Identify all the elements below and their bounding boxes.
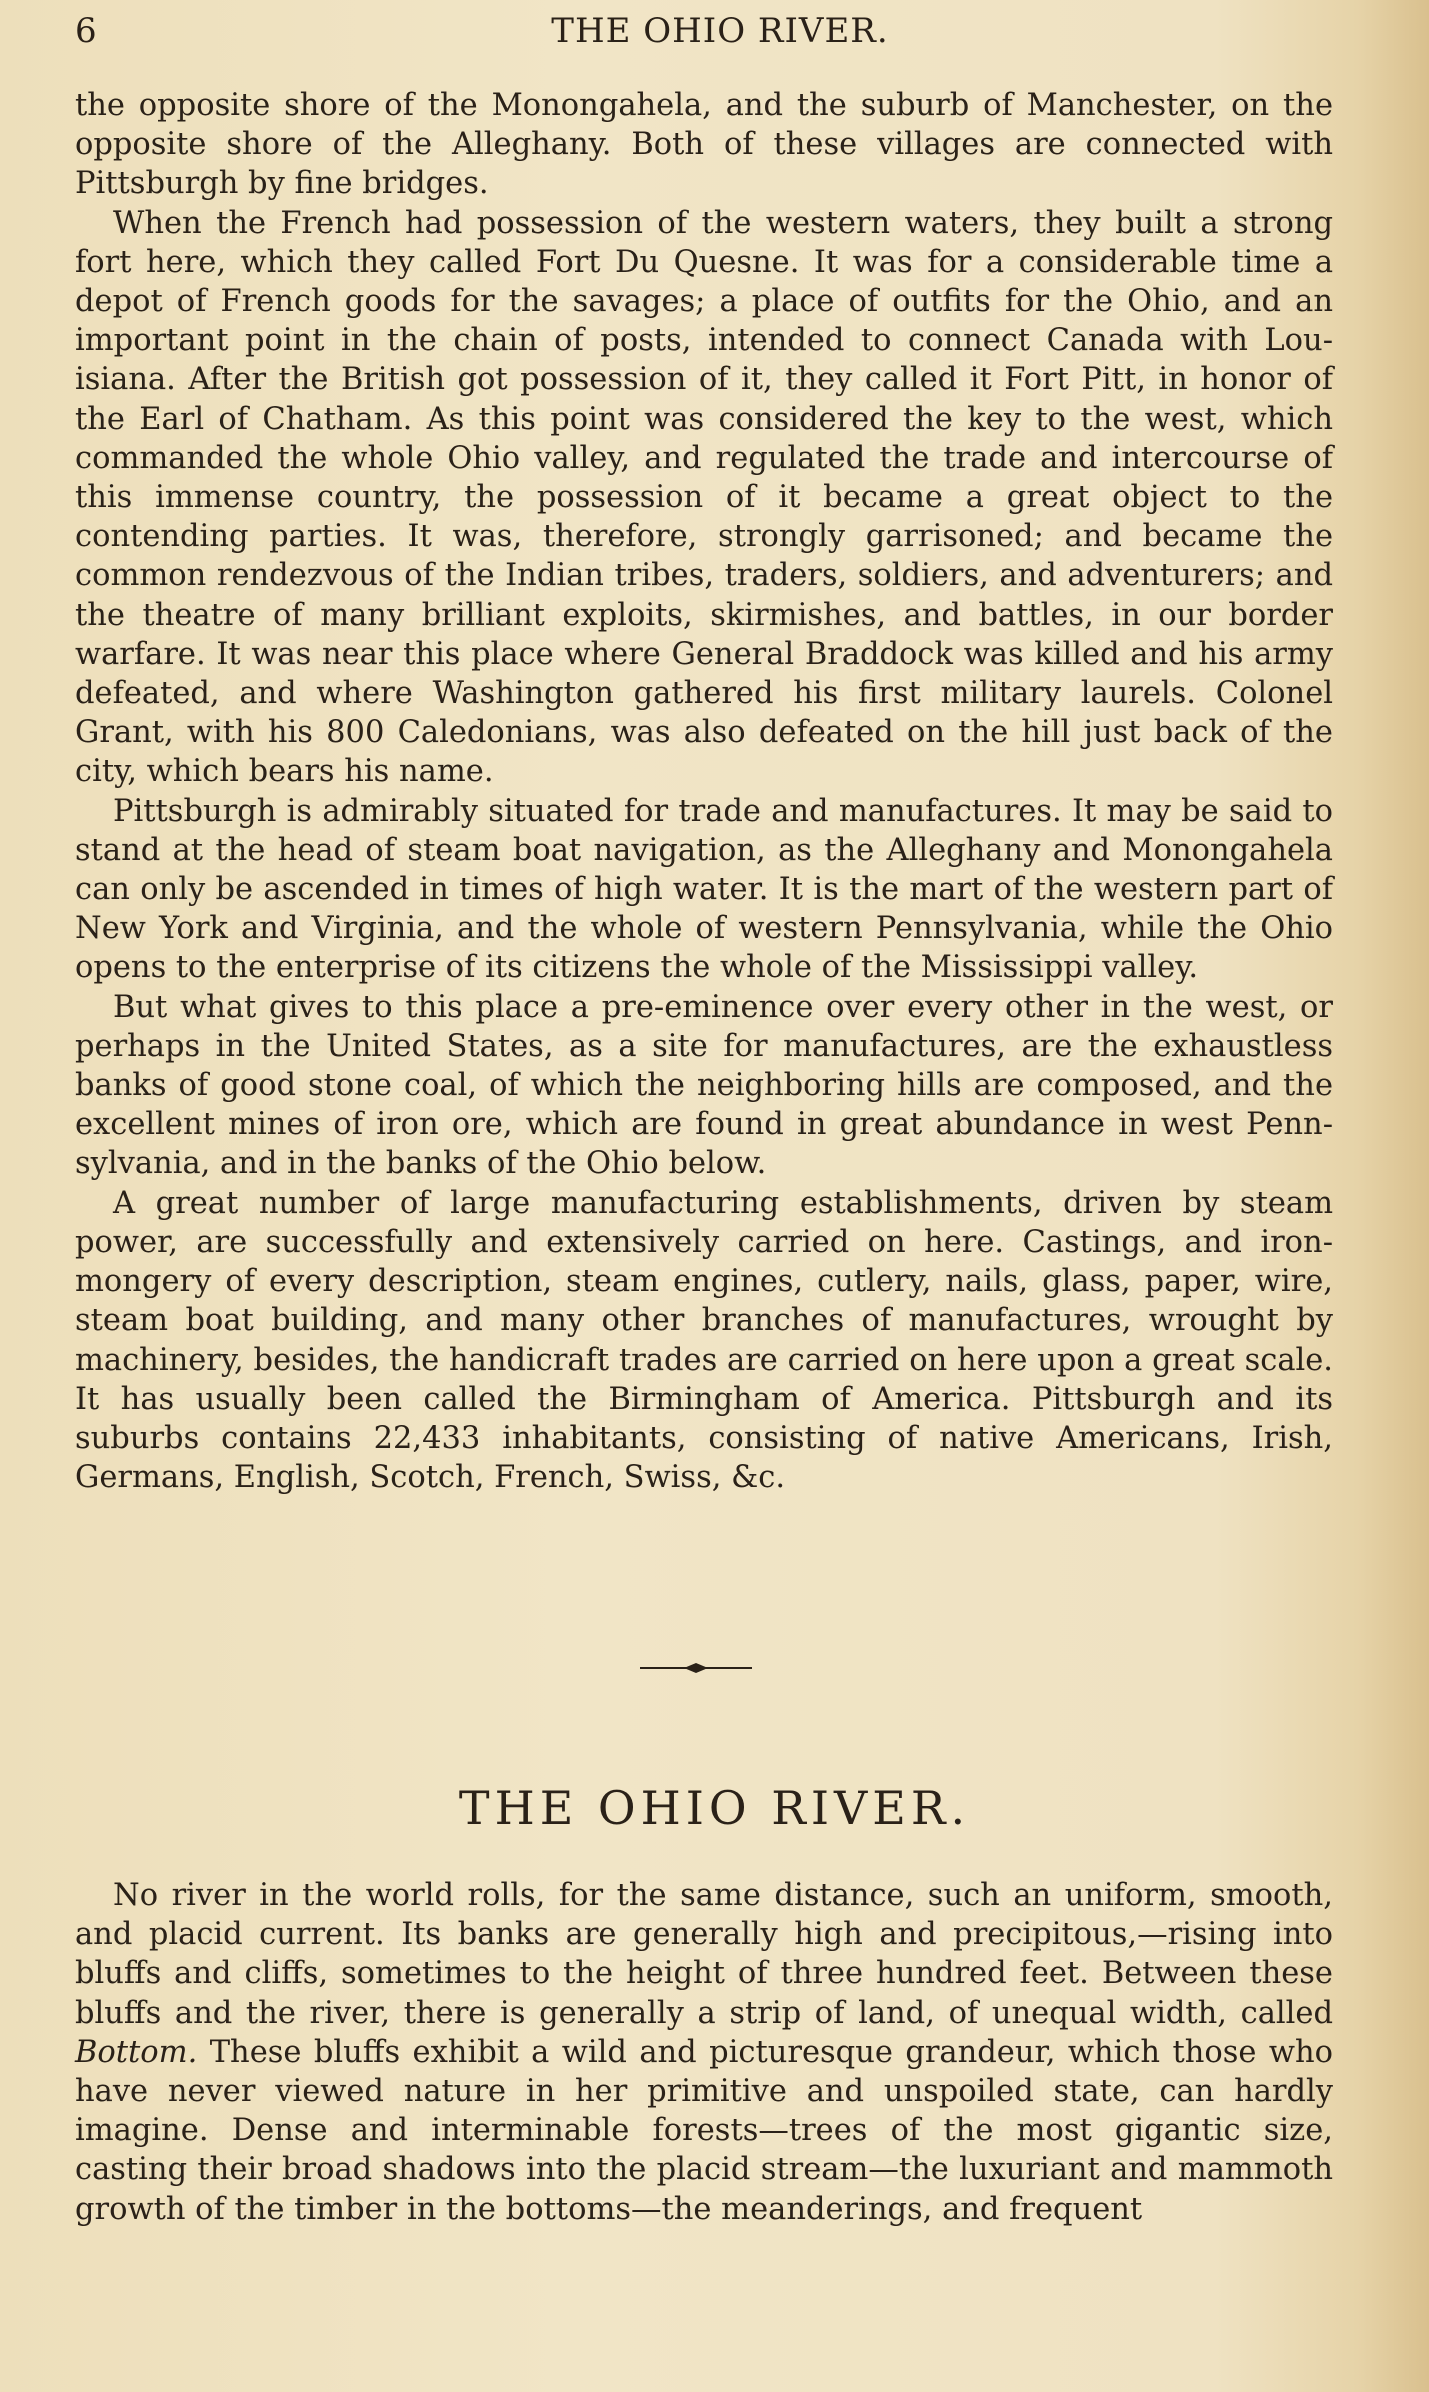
paragraph-trade: Pittsburgh is admirably situated for trade and manufactures. It may be said to stand at the head of steam boat navigation, as the Alleghany and Monongahela can only be ascended in times of high water. It is the mart of the western part of New York and Virginia, and the whole of western Pennsylvania, while the Ohio opens to the enterprise of its citizens the whole of the Mississippi valley. [75, 793, 1333, 986]
running-head: THE OHIO RIVER. [551, 11, 889, 51]
ohio-text-part-1: No river in the world rolls, for the same distance, such an uniform, smooth, and placid current. Its banks are generally high and precipitous,—rising into bluffs and cliffs, sometimes to the height of three hundred feet. Between these bluffs and the river, there is generally a strip of land, of unequal width, called [75, 1878, 1333, 2031]
page-number: 6 [75, 11, 97, 51]
section-divider-ornament [640, 1662, 752, 1674]
ohio-text-part-2: These bluffs exhibit a wild and picturesque grandeur, which those who have never viewed nature in her primitive and unspoiled state, can hardly imagine. Dense and interminable forests—trees of the most gigantic size, casting their broad shadows into the placid stream—the luxuriant and mammoth growth of the timber in the bottoms—the meanderings, and frequent [75, 2034, 1333, 2227]
section-text [75, 1876, 1333, 2229]
paragraph-coal-iron: But what gives to this place a pre-eminence over every other in the west, or perhaps in the United States, as a site for manufactures, are the exhaustless banks of good stone coal, of which the neighboring hills are composed, and the excellent mines of iron ore, which are found in great abundance in west Pennsylvania, and in the banks of the Ohio below. [75, 989, 1333, 1182]
section-title: THE OHIO RIVER. [458, 1781, 971, 1835]
paragraph-manufactures: A great number of large manufacturing establishments, driven by steam power, are successfully and extensively carried on here. Castings, and ironmongery of every description, steam engines, cutlery, nails, glass, paper, wire, steam boat building, and many other branches of manufactures, wrought by machinery, besides, the handicraft trades are carried on here upon a great scale. It has usually been called the Birmingham of America. Pittsburgh and its suburbs contains 22,433 inhabitants, consisting of native Americans, Irish, Germans, English, Scotch, French, Swiss, &c. [75, 1185, 1333, 1496]
page-header [75, 8, 1365, 54]
main-text [75, 86, 1333, 1497]
paragraph-ohio-river [75, 1876, 1333, 2229]
paragraph-fort-history: When the French had possession of the western waters, they built a strong fort here, which they called Fort Du Quesne. It was for a considerable time a depot of French goods for the savages; a place of outfits for the Ohio, and an important point in the chain of posts, intended to connect Canada with Louisiana. After the British got possession of it, they called it Fort Pitt, in honor of the Earl of Chatham. As this point was considered the key to the west, which commanded the whole Ohio valley, and regulated the trade and intercourse of this immense country, the possession of it became a great object to the contending parties. It was, therefore, strongly garrisoned; and became the common rendezvous of the Indian tribes, traders, soldiers, and adventurers; and the theatre of many brilliant exploits, skirmishes, and battles, in our border warfare. It was near this place where General Braddock was killed and his army defeated, and where Washington gathered his first military laurels. Colonel Grant, with his 800 Caledonians, was also defeated on the hill just back of the city, which bears his name. [75, 205, 1333, 790]
paragraph-continuation: the opposite shore of the Monongahela, and the suburb of Manchester, on the opposite shore of the Alleghany. Both of these villages are connected with Pittsburgh by fine bridges. [75, 88, 1333, 202]
italic-term-bottom: Bottom. [75, 2034, 198, 2070]
